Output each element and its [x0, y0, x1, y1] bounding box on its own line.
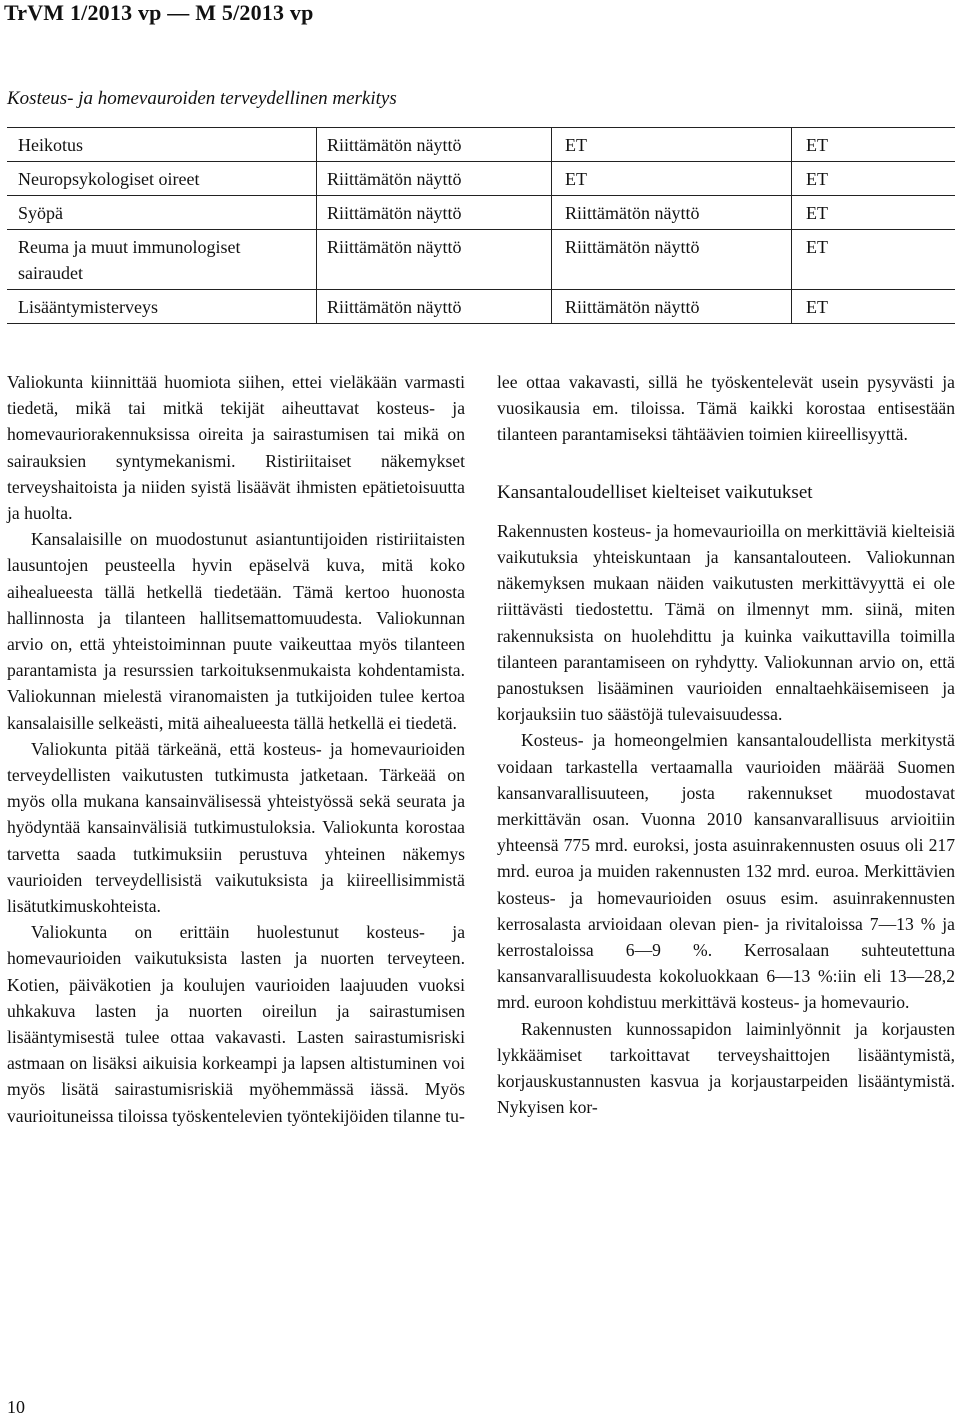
table-cell: ET: [806, 169, 828, 189]
body-paragraph: Valiokunta on erittäin huolestunut kosteus- ja homevaurioiden vaikutuksista lasten ja nuorten terveyteen. Kotien, päiväkotien ja koulujen vaurioiden laajuuden vuoksi uhkakuva lasten ja nuorten oireilun ja sairastumisen lisääntymisestä tulee ottaa vakavasti. Lasten sairastumisriski astmaan on lisäksi aikuisia korkeampi ja lapsen altistuminen voi myös lisätä sairastumisriskiä myöhemmässä iässä. Myös vaurioituneissa tiloissa työskentelevien työntekijöiden tilanne tu-: [7, 922, 465, 1126]
table-cell: Lisääntymisterveys: [7, 290, 317, 324]
subheading: Kansantaloudelliset kielteiset vaikutukset: [497, 481, 813, 503]
table-cell: ET: [806, 135, 828, 155]
body-paragraph: Rakennusten kunnossapidon laiminlyönnit ja korjausten lykkäämiset tarkoittavat terveyshaittojen lisääntymistä, korjauskustannusten kasvua ja korjaustarpeiden lisääntymistä. Nykyisen kor-: [497, 1018, 955, 1118]
left-text-column: [7, 369, 465, 1129]
table-row: [7, 128, 955, 162]
body-paragraph: lee ottaa vakavasti, sillä he työskentelevät usein pysyvästi ja vuosikausia em. tiloissa. Tämä kaikki korostaa entisestään tilanteen parantamiseksi tähtäävien toimien kiireellisyyttä.: [497, 372, 955, 445]
document-header: TrVM 1/2013 vp — M 5/2013 vp: [4, 0, 314, 25]
table-cell: Riittämätön näyttö: [552, 230, 792, 290]
body-paragraph: Kansalaisille on muodostunut asiantuntijoiden ristiriitaisten lausuntojen peusteella hyvin epäselvä kuva, mitä koko aihealueesta tällä hetkellä tiedetään. Tämä kertoo huonosta hallinnosta ja tilanteen hallitsemattomuudesta. Valiokunnan arvio on, että yhteistoiminnan puute vaikeuttaa myös tilanteen parantamista ja resurssien tarkoituksenmukaista kohdentamista. Valiokunnan mielestä viranomaisten ja tutkijoiden tulee kertoa kansalaisille selkeästi, mitä aihealueesta tällä hetkellä ei tiedetä.: [7, 529, 465, 733]
table-row: [7, 162, 955, 196]
table-cell: Riittämätön näyttö: [317, 230, 552, 290]
table-row: [7, 196, 955, 230]
right-text-column: [497, 369, 955, 1120]
table-cell: ET: [552, 128, 792, 162]
body-paragraph: Valiokunta pitää tärkeänä, että kosteus- ja homevaurioiden terveydellisten vaikutusten tutkimusta jatketaan. Tärkeää on myös olla mukana kansainvälisessä yhteistyössä sekä seurata ja hyödyntää kansainvälisiä tutkimustuloksia. Valiokunta korostaa tarvetta saada tutkimuksiin perustuva yhteinen näkemys vaurioiden terveydellisistä vaikutuksista ja kiireellisimmistä lisätutkimuskohteista.: [7, 738, 465, 917]
table-cell: ET: [806, 237, 828, 257]
table-row: [7, 230, 955, 290]
table-cell: Riittämätön näyttö: [317, 128, 552, 162]
table-cell: ET: [806, 297, 828, 317]
table-cell: Riittämätön näyttö: [552, 290, 792, 324]
evidence-table: [7, 127, 955, 324]
table-cell: Riittämätön näyttö: [317, 290, 552, 324]
page-number: 10: [7, 1397, 25, 1417]
table-cell: Syöpä: [7, 196, 317, 230]
table-cell: Heikotus: [7, 128, 317, 162]
section-title: Kosteus- ja homevauroiden terveydellinen merkitys: [7, 88, 397, 109]
table-row: [7, 290, 955, 324]
table-cell: Riittämätön näyttö: [317, 196, 552, 230]
table-cell: ET: [552, 162, 792, 196]
table-cell: Neuropsykologiset oireet: [7, 162, 317, 196]
table-cell: Reuma ja muut immunologiset sairaudet: [7, 230, 317, 290]
table-cell: ET: [806, 203, 828, 223]
body-paragraph: Valiokunta kiinnittää huomiota siihen, ettei vieläkään varmasti tiedetä, mikä tai mitkä tekijät aiheuttavat kosteus- ja homevauriorakennuksissa oireita ja sairastumisen tai mikä on sairauksien syntymekanismi. Ristiriitaiset näkemykset terveyshaitoista ja niiden syistä lisäävät ihmisten epätietoisuutta ja huolta.: [7, 372, 465, 524]
table-cell: Riittämätön näyttö: [317, 162, 552, 196]
body-paragraph: Rakennusten kosteus- ja homevaurioilla on merkittäviä kielteisiä vaikutuksia yhteiskuntaan ja kansantalouteen. Valiokunnan näkemyksen mukaan näiden vaikutusten merkittävyyttä ei ole riittävästi tiedostettu. Tämä on ilmennyt mm. siinä, miten rakennuksista on huolehdittu ja kuinka vaikuttavilla toimilla tilanteen parantamiseen on ryhdytty. Valiokunnan arvio on, että panostuksen lisääminen vaurioiden ennaltaehkäisemiseen ja korjauksiin tuo säästöjä tulevaisuudessa.: [497, 520, 955, 725]
body-paragraph: Kosteus- ja homeongelmien kansantaloudellista merkitystä voidaan tarkastella vertaamalla vaurioiden määrää Suomen kansanvarallisuuteen, josta rakennukset muodostavat merkittävän osan. Vuonna 2010 kansanvarallisuus arvioitiin yhteensä 775 mrd. euroksi, josta asuinrakennusten osuus oli 217 mrd. euroa ja muiden rakennusten 132 mrd. euroa. Merkittävien kosteus- ja homevaurioiden osuus esim. asuinrakennusten kerrosalasta arvioidaan olevan pien- ja rivitaloissa 7—13 % ja kerrostaloissa 6—9 %. Kerrosalaan suhteutettuna kansanvarallisuudesta kokoluokkaan 6—13 %:iin eli 13—28,2 mrd. euroon kohdistuu merkittävä kosteus- ja homevaurio.: [497, 730, 955, 1013]
table-cell: Riittämätön näyttö: [552, 196, 792, 230]
